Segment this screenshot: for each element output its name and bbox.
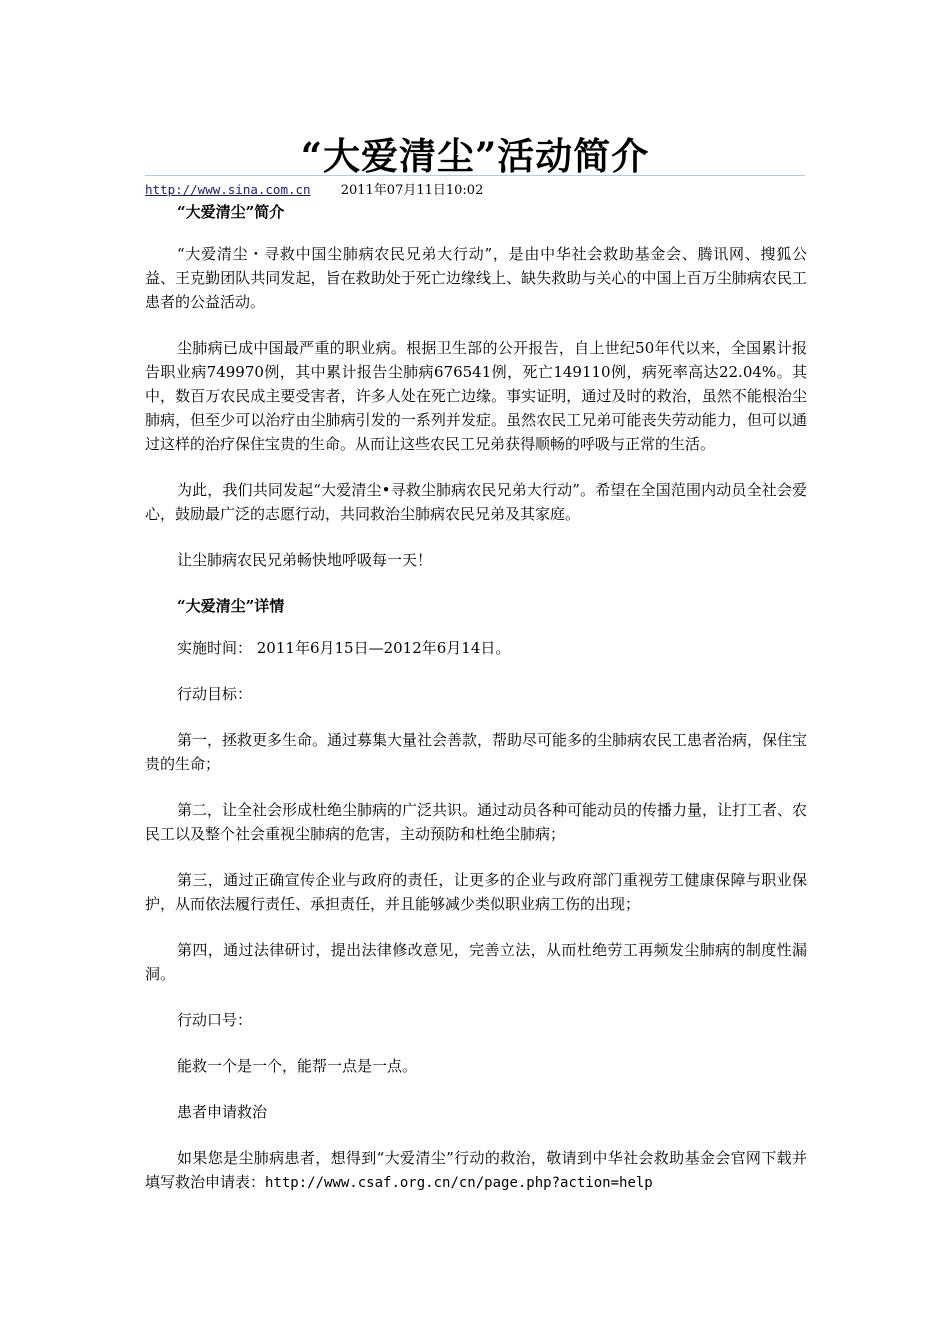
paragraph-wish: 让尘肺病农民兄弟畅快地呼吸每一天！ <box>177 551 433 569</box>
paragraph-goal-2: 第二，让全社会形成杜绝尘肺病的广泛共识。通过动员各种可能动员的传播力量，让打工者、农民工以及整个社会重视尘肺病的危害，主动预防和杜绝尘肺病； <box>145 801 808 843</box>
paragraph-apply <box>145 1146 807 1195</box>
paragraph-period: 实施时间： 2011年6月15日—2012年6月14日。 <box>177 639 511 657</box>
paragraph-goals-label: 行动目标： <box>177 685 253 703</box>
page-title: “大爱清尘”活动简介 <box>300 134 650 178</box>
article-meta <box>145 179 483 198</box>
paragraph-goal-4: 第四，通过法律研讨，提出法律修改意见，完善立法，从而杜绝劳工再频发尘肺病的制度性漏洞。 <box>145 941 807 983</box>
section-heading-detail: “大爱清尘”详情 <box>177 597 285 615</box>
paragraph-background: 尘肺病已成中国最严重的职业病。根据卫生部的公开报告，自上世纪50年代以来，全国累计报告职业病749970例，其中累计报告尘肺病676541例，死亡149110例，病死率高达22.04%。其中，数百万农民成主要受害者，许多人处在死亡边缘。事实证明，通过及时的救治，虽然不能根治尘肺病，但至少可以治疗由尘肺病引发的一系列并发症。虽然农民工兄弟可能丧失劳动能力，但可以通过这样的治疗保住宝贵的生命。从而让这些农民工兄弟获得顺畅的呼吸与正常的生活。 <box>145 339 807 453</box>
apply-text: 如果您是尘肺病患者，想得到“大爱清尘”行动的救治，敬请到中华社会救助基金会官网下载并填写救治申请表： <box>145 1149 807 1191</box>
publish-date: 2011年07月11日10:02 <box>340 183 484 198</box>
source-link[interactable]: http://www.sina.com.cn <box>145 182 311 197</box>
paragraph-goal-3: 第三，通过正确宣传企业与政府的责任，让更多的企业与政府部门重视劳工健康保障与职业保护，从而依法履行责任、承担责任，并且能够减少类似职业病工伤的出现； <box>145 871 807 913</box>
paragraph-apply-label: 患者申请救治 <box>177 1103 268 1121</box>
paragraph-intro: “大爱清尘・寻救中国尘肺病农民兄弟大行动”，是由中华社会救助基金会、腾讯网、搜狐公益、王克勤团队共同发起，旨在救助处于死亡边缘线上、缺失救助与关心的中国上百万尘肺病农民工患者的公益活动。 <box>145 245 807 311</box>
paragraph-goal-1: 第一，拯救更多生命。通过募集大量社会善款，帮助尽可能多的尘肺病农民工患者治病，保住宝贵的生命； <box>145 731 808 773</box>
title-divider <box>145 175 805 176</box>
article-body <box>145 200 807 1217</box>
paragraph-slogan-label: 行动口号： <box>177 1011 253 1029</box>
section-heading-intro: “大爱清尘”简介 <box>177 203 285 221</box>
paragraph-slogan: 能救一个是一个，能帮一点是一点。 <box>177 1057 418 1075</box>
apply-url-link[interactable]: http://www.csaf.org.cn/cn/page.php?action=help <box>265 1175 653 1191</box>
paragraph-initiative: 为此，我们共同发起“大爱清尘•寻救尘肺病农民兄弟大行动”。希望在全国范围内动员全社会爱心，鼓励最广泛的志愿行动，共同救治尘肺病农民兄弟及其家庭。 <box>145 481 807 523</box>
